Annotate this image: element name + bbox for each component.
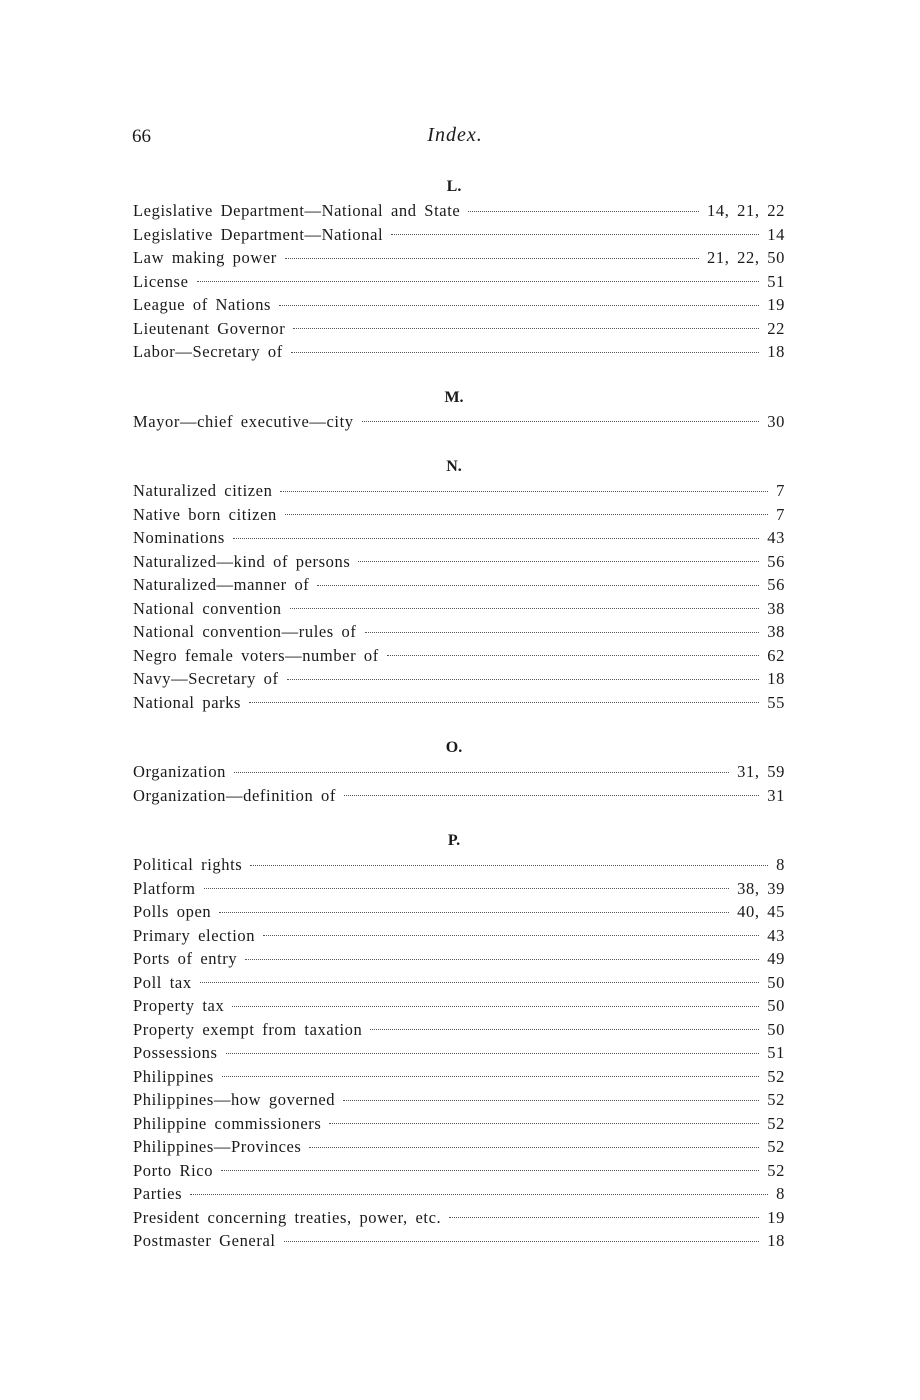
dot-leader (370, 1029, 759, 1030)
page-number: 66 (132, 126, 151, 147)
entry-term: Mayor—chief executive—city (133, 411, 354, 431)
index-entry (133, 526, 785, 550)
entry-pages: 7 (776, 481, 785, 500)
entry-pages: 22 (767, 318, 785, 338)
dot-leader (200, 982, 760, 983)
entry-term: President concerning treaties, power, etc. (133, 1207, 442, 1227)
entry-term: Philippine commissioners (133, 1113, 322, 1133)
index-entry (133, 853, 785, 877)
entry-term: Parties (133, 1184, 183, 1203)
entry-term: Porto Rico (133, 1160, 214, 1180)
entry-term: Ports of entry (133, 949, 238, 968)
entry-pages: 43 (767, 925, 785, 945)
index-entry (133, 1229, 785, 1253)
entry-pages: 14 (767, 224, 785, 244)
entry-term: Property tax (133, 996, 225, 1015)
entry-pages: 62 (767, 645, 785, 665)
dot-leader (317, 585, 759, 586)
entry-pages: 19 (767, 295, 785, 314)
entry-term: Labor—Secretary of (133, 342, 283, 361)
dot-leader (290, 608, 760, 609)
index-entry (133, 199, 785, 223)
dot-leader (280, 491, 768, 492)
entry-pages: 50 (767, 996, 785, 1015)
index-entry (133, 667, 785, 691)
entry-pages: 56 (767, 575, 785, 594)
index-entry (133, 877, 785, 901)
index-entry (133, 317, 785, 341)
entry-pages: 7 (776, 504, 785, 524)
dot-leader (358, 561, 759, 562)
index-entry (133, 644, 785, 668)
dot-leader (226, 1053, 760, 1054)
index-entry (133, 479, 785, 503)
index-entry (133, 1112, 785, 1136)
dot-leader (329, 1123, 759, 1124)
index-entry (133, 620, 785, 644)
entry-term: Political rights (133, 855, 243, 874)
index-entry (133, 410, 785, 434)
section-letter: N. (446, 458, 462, 475)
entry-term: Polls open (133, 902, 212, 921)
section-letter: P. (447, 832, 461, 849)
entry-term: Organization (133, 762, 227, 781)
index-entry (133, 223, 785, 247)
index-section-m (133, 386, 785, 434)
entry-term: Organization—definition of (133, 785, 336, 805)
index-entry (133, 900, 785, 924)
index-entry (133, 1065, 785, 1089)
index-entry (133, 691, 785, 715)
dot-leader (387, 655, 759, 656)
entry-pages: 18 (767, 342, 785, 361)
entry-term: Primary election (133, 925, 256, 945)
dot-leader (287, 679, 760, 680)
entry-term: Philippines—how governed (133, 1090, 336, 1109)
entry-term: League of Nations (133, 295, 272, 314)
index-entry (133, 1159, 785, 1183)
entry-pages: 43 (767, 528, 785, 547)
entry-pages: 51 (767, 271, 785, 291)
entry-pages: 51 (767, 1043, 785, 1062)
dot-leader (284, 1241, 760, 1242)
entry-term: Platform (133, 878, 196, 898)
dot-leader (362, 421, 760, 422)
entry-pages: 18 (767, 669, 785, 688)
entry-pages: 38 (767, 598, 785, 618)
entry-term: Philippines—Provinces (133, 1137, 302, 1156)
section-letter: M. (444, 388, 464, 406)
index-entry (133, 971, 785, 995)
entry-pages: 52 (767, 1090, 785, 1109)
section-letter: L. (446, 178, 462, 195)
running-title: Index. (427, 124, 483, 146)
dot-leader (245, 959, 759, 960)
entry-term: Native born citizen (133, 504, 277, 524)
dot-leader (197, 281, 760, 282)
dot-leader (232, 1006, 759, 1007)
index-section-o (133, 736, 785, 807)
dot-leader (190, 1194, 768, 1195)
entry-pages: 8 (776, 855, 785, 874)
entry-term: National convention (133, 598, 282, 618)
index-entry (133, 994, 785, 1018)
dot-leader (279, 305, 759, 306)
index-entry (133, 270, 785, 294)
entry-term: Negro female voters—number of (133, 645, 379, 665)
entry-pages: 52 (767, 1160, 785, 1180)
dot-leader (291, 352, 759, 353)
index-entry (133, 246, 785, 270)
index-entry (133, 597, 785, 621)
entry-term: National parks (133, 692, 242, 712)
entry-pages: 52 (767, 1066, 785, 1086)
index-entry (133, 784, 785, 808)
dot-leader (365, 632, 760, 633)
entry-term: Philippines (133, 1066, 214, 1086)
dot-leader (344, 795, 759, 796)
entry-pages: 8 (776, 1184, 785, 1203)
dot-leader (249, 702, 759, 703)
section-letter: O. (445, 739, 463, 756)
entry-term: Naturalized citizen (133, 481, 273, 500)
dot-leader (222, 1076, 759, 1077)
index-entry (133, 924, 785, 948)
index-entry (133, 1018, 785, 1042)
entry-term: Poll tax (133, 972, 192, 992)
entry-term: License (133, 271, 189, 291)
dot-leader (343, 1100, 759, 1101)
index-entry (133, 947, 785, 971)
entry-pages: 31 (767, 785, 785, 805)
index-entry (133, 503, 785, 527)
entry-term: Possessions (133, 1043, 218, 1062)
index-entry (133, 1041, 785, 1065)
index-entry (133, 1206, 785, 1230)
entry-term: Naturalized—manner of (133, 575, 310, 594)
entry-pages: 50 (767, 972, 785, 992)
entry-pages: 52 (767, 1137, 785, 1156)
entry-pages: 31, 59 (737, 762, 785, 781)
dot-leader (309, 1147, 759, 1148)
dot-leader (449, 1217, 759, 1218)
dot-leader (263, 935, 759, 936)
dot-leader (233, 538, 759, 539)
entry-pages: 30 (767, 411, 785, 431)
index-entry (133, 760, 785, 784)
entry-term: National convention—rules of (133, 622, 357, 641)
dot-leader (250, 865, 768, 866)
entry-term: Legislative Department—National and State (133, 201, 461, 220)
entry-pages: 38, 39 (737, 878, 785, 898)
entry-pages: 49 (767, 949, 785, 968)
entry-pages: 21, 22, 50 (707, 248, 785, 267)
dot-leader (285, 258, 699, 259)
dot-leader (204, 888, 730, 889)
dot-leader (219, 912, 729, 913)
index-list (133, 175, 785, 1253)
index-entry (133, 550, 785, 574)
entry-term: Legislative Department—National (133, 224, 384, 244)
entry-term: Law making power (133, 248, 277, 267)
entry-pages: 14, 21, 22 (707, 201, 785, 220)
entry-pages: 50 (767, 1019, 785, 1039)
index-section-p (133, 829, 785, 1253)
index-entry (133, 340, 785, 364)
entry-term: Nominations (133, 528, 225, 547)
index-entry (133, 1182, 785, 1206)
dot-leader (285, 514, 768, 515)
index-section-n (133, 455, 785, 714)
dot-leader (293, 328, 759, 329)
index-section-l (133, 175, 785, 364)
entry-pages: 19 (767, 1207, 785, 1227)
entry-term: Navy—Secretary of (133, 669, 279, 688)
entry-pages: 55 (767, 692, 785, 712)
dot-leader (221, 1170, 759, 1171)
dot-leader (234, 772, 729, 773)
entry-pages: 18 (767, 1231, 785, 1250)
entry-term: Lieutenant Governor (133, 318, 286, 338)
entry-term: Naturalized—kind of persons (133, 551, 351, 571)
entry-term: Postmaster General (133, 1231, 276, 1250)
index-entry (133, 573, 785, 597)
index-entry (133, 1088, 785, 1112)
entry-pages: 40, 45 (737, 902, 785, 921)
dot-leader (391, 234, 759, 235)
index-entry (133, 293, 785, 317)
entry-term: Property exempt from taxation (133, 1019, 363, 1039)
dot-leader (468, 211, 699, 212)
entry-pages: 56 (767, 551, 785, 571)
entry-pages: 38 (767, 622, 785, 641)
entry-pages: 52 (767, 1113, 785, 1133)
index-entry (133, 1135, 785, 1159)
